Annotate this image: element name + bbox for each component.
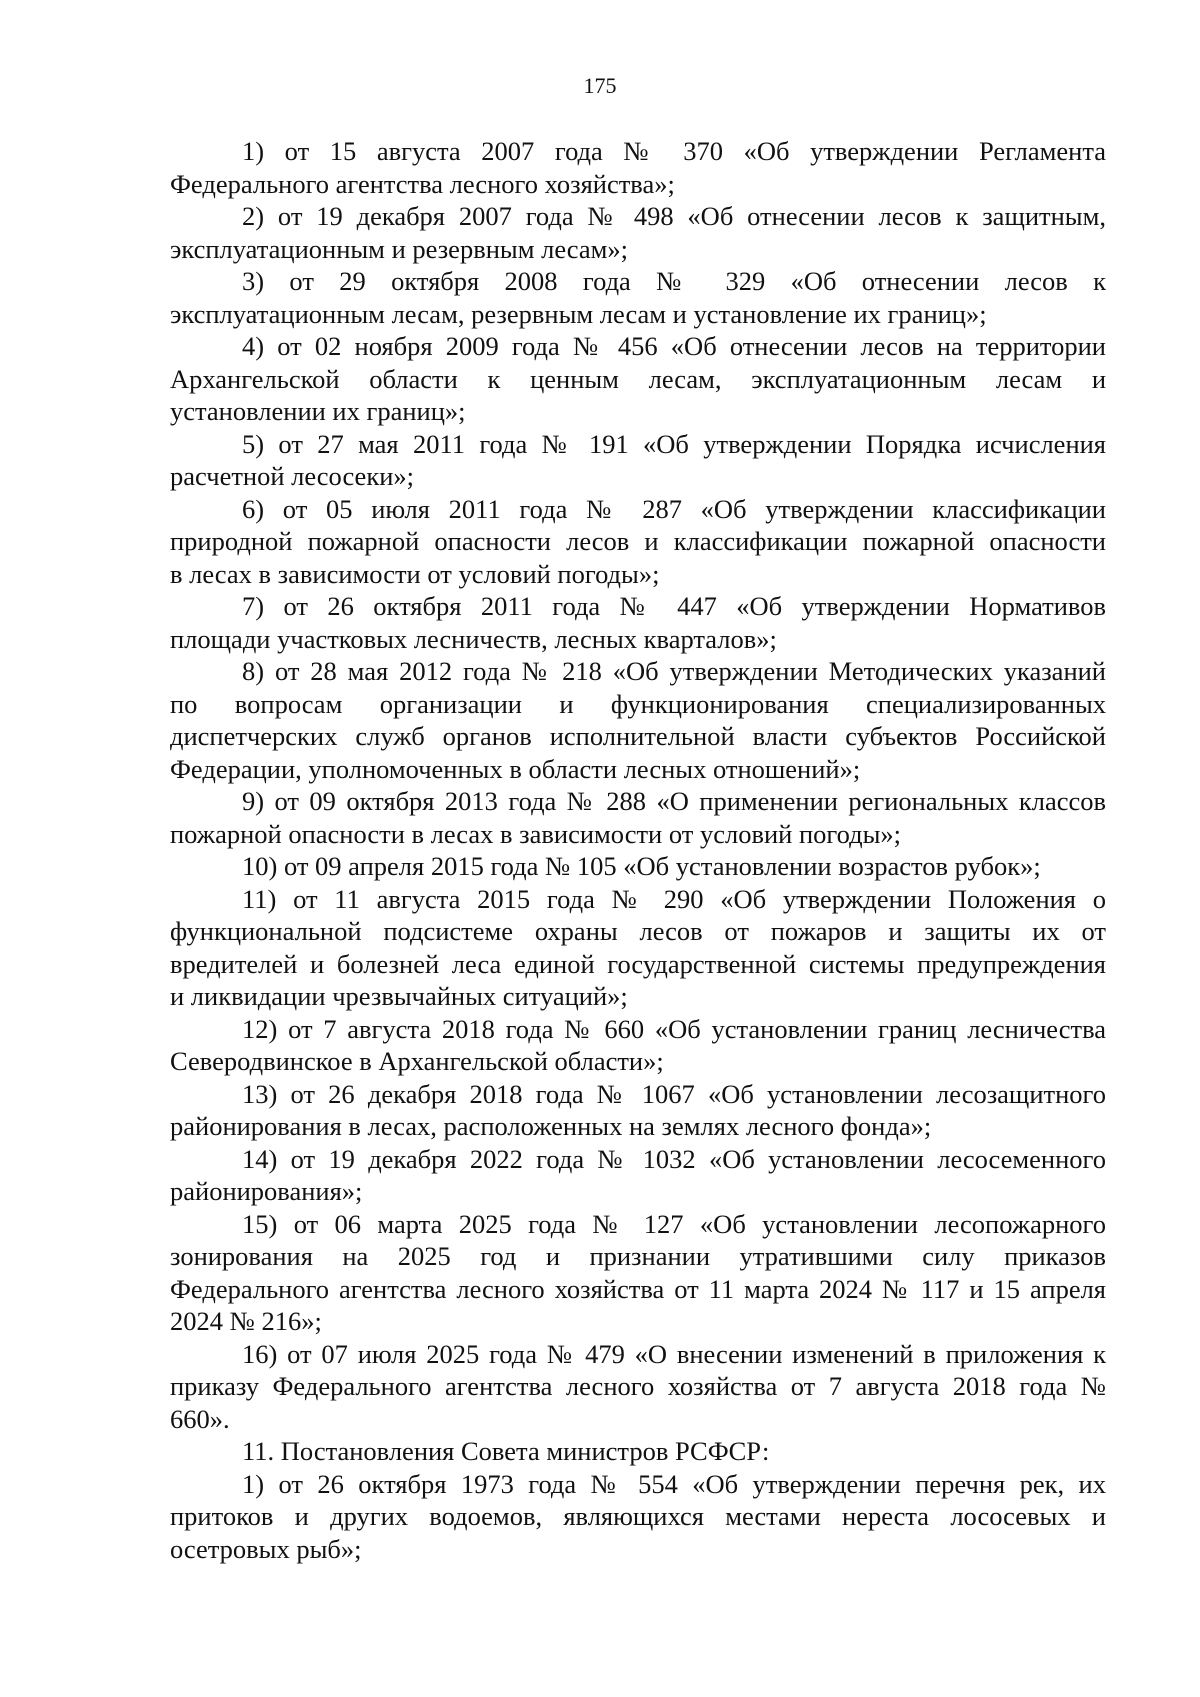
text-line: 14) от 19 декабря 2022 года № 1032 «Об установлении лесосеменного <box>242 1143 1106 1174</box>
text-line: эксплуатационным и резервным лесам»; <box>170 233 628 264</box>
text-line: Федерального агентства лесного хозяйства»; <box>170 168 675 199</box>
text-line: Северодвинское в Архангельской области»; <box>170 1046 664 1076</box>
text-line: расчетной лесосеки»; <box>170 461 414 491</box>
text-line: функциональной подсистеме охраны лесов от пожаров и защиты их от <box>170 916 1106 946</box>
text-line: Федерального агентства лесного хозяйства от 11 марта 2024 № 117 и 15 апреля <box>170 1273 1106 1304</box>
text-line: приказу Федерального агентства лесного хозяйства от 7 августа 2018 года № <box>170 1371 1106 1401</box>
text-line: Федерации, уполномоченных в области лесных отношений»; <box>170 753 861 784</box>
text-line: 2) от 19 декабря 2007 года № 498 «Об отнесении лесов к защитным, <box>242 201 1106 231</box>
text-line: 1) от 26 октября 1973 года № 554 «Об утверждении перечня рек, их <box>242 1468 1106 1499</box>
text-line: зонирования на 2025 год и признании утратившими силу приказов <box>170 1241 1106 1271</box>
text-line: площади участковых лесничеств, лесных кварталов»; <box>170 623 777 654</box>
text-line: природной пожарной опасности лесов и классификации пожарной опасности <box>170 526 1106 556</box>
text-line: 10) от 09 апреля 2015 года № 105 «Об установлении возрастов рубок»; <box>242 851 1041 881</box>
text-line: по вопросам организации и функционирования специализированных <box>170 688 1106 719</box>
text-line: 15) от 06 марта 2025 года № 127 «Об установлении лесопожарного <box>242 1208 1106 1239</box>
text-line: 660». <box>170 1403 230 1434</box>
text-line: вредителей и болезней леса единой государственной системы предупреждения <box>170 948 1106 979</box>
text-line: 6) от 05 июля 2011 года № 287 «Об утверждении классификации <box>242 493 1106 524</box>
document-body <box>170 135 1106 1565</box>
text-line: 11. Постановления Совета министров РСФСР: <box>242 1436 770 1466</box>
text-line: 7) от 26 октября 2011 года № 447 «Об утверждении Нормативов <box>242 591 1106 621</box>
text-line: 13) от 26 декабря 2018 года № 1067 «Об установлении лесозащитного <box>242 1078 1106 1109</box>
text-line: Архангельской области к ценным лесам, эксплуатационным лесам и <box>170 363 1106 394</box>
text-line: 9) от 09 октября 2013 года № 288 «О применении региональных классов <box>242 786 1106 816</box>
text-line: эксплуатационным лесам, резервным лесам и установление их границ»; <box>170 298 987 329</box>
text-line: притоков и других водоемов, являющихся местами нереста лососевых и <box>170 1501 1106 1531</box>
text-line: районирования в лесах, расположенных на землях лесного фонда»; <box>170 1111 932 1141</box>
page-number: 175 <box>583 73 617 98</box>
text-line: 2024 № 216»; <box>170 1306 322 1336</box>
text-line: 1) от 15 августа 2007 года № 370 «Об утверждении Регламента <box>242 136 1106 166</box>
text-line: 11) от 11 августа 2015 года № 290 «Об утверждении Положения о <box>242 883 1106 914</box>
text-line: 8) от 28 мая 2012 года № 218 «Об утверждении Методических указаний <box>242 656 1106 686</box>
text-line: и ликвидации чрезвычайных ситуаций»; <box>170 981 628 1011</box>
text-line: диспетчерских служб органов исполнительной власти субъектов Российской <box>170 721 1106 751</box>
text-line: осетровых рыб»; <box>170 1533 362 1564</box>
text-line: установлении их границ»; <box>170 396 466 426</box>
text-line: в лесах в зависимости от условий погоды»; <box>170 558 660 589</box>
text-line: 16) от 07 июля 2025 года № 479 «О внесении изменений в приложения к <box>242 1338 1106 1369</box>
text-line: пожарной опасности в лесах в зависимости от условий погоды»; <box>170 818 901 849</box>
text-line: районирования»; <box>170 1176 363 1206</box>
text-line: 3) от 29 октября 2008 года № 329 «Об отнесении лесов к <box>242 266 1106 296</box>
text-line: 4) от 02 ноября 2009 года № 456 «Об отнесении лесов на территории <box>242 331 1106 361</box>
text-line: 12) от 7 августа 2018 года № 660 «Об установлении границ лесничества <box>242 1013 1106 1044</box>
text-line: 5) от 27 мая 2011 года № 191 «Об утверждении Порядка исчисления <box>242 428 1106 459</box>
